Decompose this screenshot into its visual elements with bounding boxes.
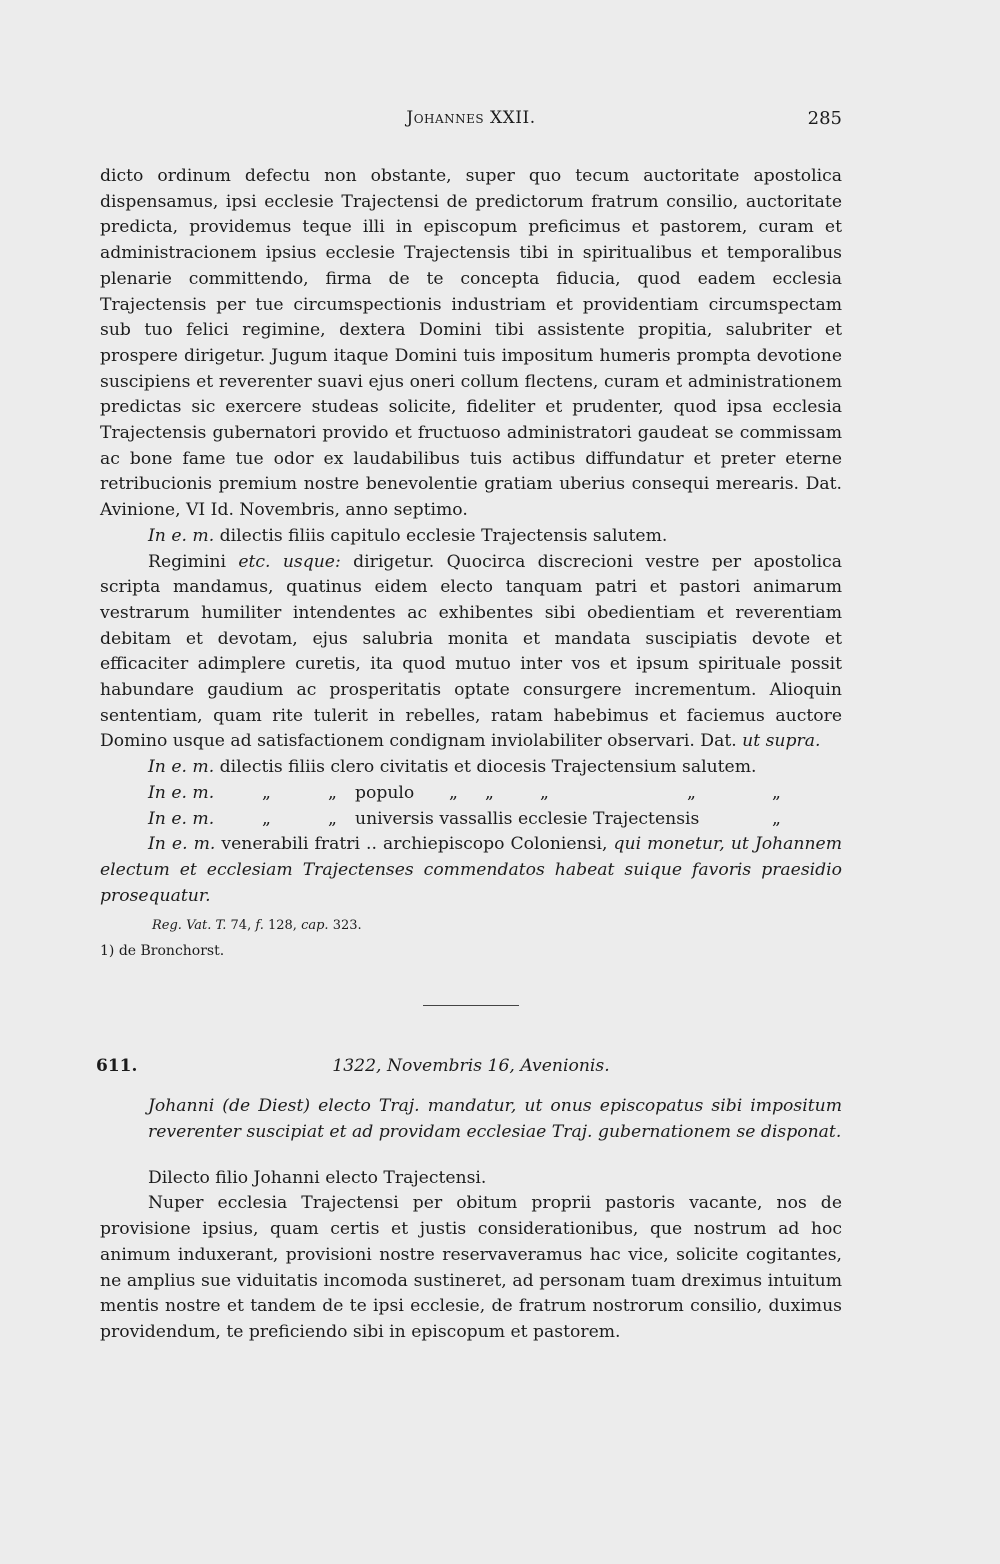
line-in-e-m-clero [100,755,842,781]
register-reference [100,915,842,937]
volume-number: 74, [226,918,256,934]
folio-number: 128, [263,918,302,934]
document-address: Dilecto filio Johanni electo Trajectensi. [148,1167,487,1188]
folio-abbrev: f. [255,918,264,934]
page-number: 285 [807,108,842,129]
cap-abbrev: cap. [301,918,329,934]
document-number: 611. [96,1056,138,1077]
page-body [96,164,842,1346]
document-date: 1322, Novembris 16, Avenionis. [332,1056,610,1077]
capitulo-text: dilectis filiis capitulo ecclesie Trajectensis salutem. [214,525,668,546]
paragraph-regimini [100,550,842,756]
section-divider [423,1005,519,1006]
in-e-m-abbrev: In e. m. [148,757,215,778]
vassallis-text: universis vassallis ecclesie Trajectensis [355,808,700,829]
ditto-mark: „ [772,808,781,829]
paragraph-continuation: dicto ordinum defectu non obstante, super quo tecum auctoritate apostolica dispensamus, ipsi ecclesie Trajectensi de predictorum fratrum consilio, auctoritate predicta, providemus teque illi in episcopum preficimus et pastorem, curam et administracionem ipsius ecclesie Trajectensis tibi in spiritualibus et temporalibus plenarie committendo, firma de te concepta fiducia, quod eadem ecclesia Trajectensis per tue circumspectionis industriam et providentiam circumspectam sub tuo felici regimine, dextera Domini tibi assistente propitia, salubriter et prospere dirigetur. Jugum itaque Domini tuis impositum humeris prompta devotione suscipiens et reverenter suavi ejus oneri collum flectens, curam et administrationem predictas sic exercere studeas solicite, fideliter et prudenter, quod ipsa ecclesia Trajectensis gubernatori provido et fructuoso administratori gaudeat se commissam ac bone fame tue odor ex laudabilibus tuis actibus diffundatur et preter eterne retribucionis premium nostre benevolentie gratiam uberius consequi merearis. Dat. Avinione, VI Id. Novembris, anno septimo. [100,166,842,521]
document-paragraph: Nuper ecclesia Trajectensi per obitum proprii pastoris vacante, nos de provisione ipsius, quam certis et justis considerationibus, que nostrum ad hoc animum induxerant, provisioni nostre reservaveramus hac vice, solicite cogitantes, ne amplius sue viduitatis incomoda sustineret, ad personam tuam dreximus intuitum mentis nostre et tandem de te ipsi ecclesie, de fratrum nostrorum consilio, duximus providendum, te preficiendo sibi in episcopum et pastorem. [100,1193,842,1342]
in-e-m-abbrev: In e. m. [148,525,215,546]
document-regest: Johanni (de Diest) electo Traj. mandatur, ut onus episcopatus sibi impositum reverenter suscipiat et ad providam ecclesiae Traj. gubernationem se disponat. [148,1096,842,1143]
ditto-mark: „ [262,808,271,829]
populo-word: populo [355,782,415,803]
line-in-e-m-vassallis [100,807,842,833]
etc-usque: etc. usque: [238,551,341,572]
ditto-mark: „ [485,782,494,803]
ditto-mark: „ [449,782,458,803]
archiepiscopo-text: venerabili fratri .. archiepiscopo Coloniensi, [215,834,614,855]
in-e-m-abbrev: In e. m. [148,782,215,803]
running-title: Johannes XXII. [406,108,536,128]
document-heading [96,1054,842,1080]
footnote: 1) de Bronchorst. [100,943,225,960]
in-e-m-abbrev: In e. m. [148,834,216,855]
archiepiscopo-regest: qui monetur, ut Johannem electum et ecclesiam Trajectenses commendatos habeat suique favoris praesidio prosequatur. [100,834,842,906]
cap-number: 323. [328,918,362,934]
ditto-mark: „ [328,808,337,829]
page-header [100,108,842,138]
ditto-mark: „ [540,782,549,803]
ditto-mark: „ [262,782,271,803]
reg-vat-abbrev: Reg. Vat. T. [152,918,227,934]
ditto-mark: „ [772,782,781,803]
ut-supra: ut supra. [742,731,821,752]
line-in-e-m-capitulo [100,524,842,550]
ditto-mark: „ [328,782,337,803]
ditto-mark: „ [687,782,696,803]
line-in-e-m-populo [100,781,842,807]
regimini-word: Regimini [148,551,239,572]
clero-text: dilectis filiis clero civitatis et diocesis Trajectensium salutem. [214,757,757,778]
line-in-e-m-archiepiscopo [100,832,842,909]
in-e-m-abbrev: In e. m. [148,808,215,829]
regimini-text: dirigetur. Quocirca discrecioni vestre per apostolica scripta mandamus, quatinus eidem electo tanquam patri et pastori animarum vestrarum humiliter intendentes ac exhibentes sibi obedientiam et reverentiam debitam et devotam, ejus salubria monita et mandata suscipiatis devote et efficaciter adimplere curetis, ita quod mutuo inter vos et ipsum spirituale possit habundare gaudium ac prosperitatis optate consurgere incrementum. Alioquin sententiam, quam rite tulerit in rebelles, ratam habebimus et faciemus auctore Domino usque ad satisfactionem condignam inviolabiliter observari. Dat. [100,551,842,752]
